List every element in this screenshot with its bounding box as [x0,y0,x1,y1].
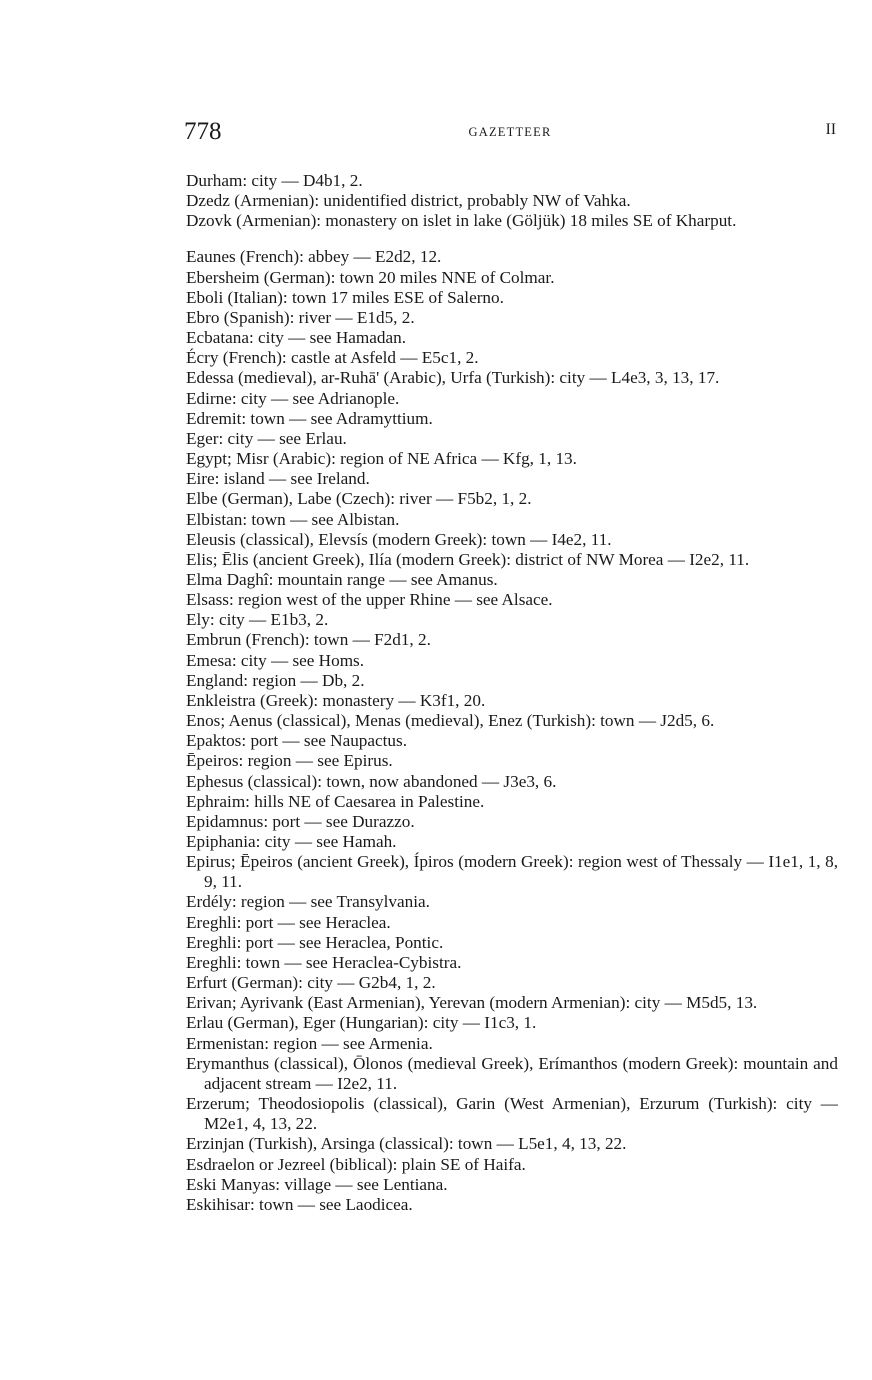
gazetteer-entry: Epirus; Ēpeiros (ancient Greek), Ípiros (modern Greek): region west of Thessaly — I1e1, 1, 8, 9, 11. [186,852,838,892]
gazetteer-entry: Elbe (German), Labe (Czech): river — F5b2, 1, 2. [186,489,532,509]
gazetteer-entry: Enkleistra (Greek): monastery — K3f1, 20. [186,690,486,710]
gazetteer-entry: Eboli (Italian): town 17 miles ESE of Salerno. [186,287,504,307]
gazetteer-entry: Elma Daghî: mountain range — see Amanus. [186,569,498,589]
section-gap [186,231,838,247]
gazetteer-entry: Ereghli: port — see Heraclea, Pontic. [186,932,444,952]
page-header [184,118,836,148]
gazetteer-entry: Ēpeiros: region — see Epirus. [186,751,393,771]
gazetteer-entry: Ephraim: hills NE of Caesarea in Palestine. [186,791,485,811]
gazetteer-entry: Ely: city — E1b3, 2. [186,610,329,630]
running-title: GAZETTEER [468,125,552,139]
gazetteer-entry: Erdély: region — see Transylvania. [186,892,430,912]
gazetteer-entry: Esdraelon or Jezreel (biblical): plain SE of Haifa. [186,1154,526,1174]
gazetteer-entry: Egypt; Misr (Arabic): region of NE Africa — Kfg, 1, 13. [186,449,577,469]
gazetteer-entry: Edirne: city — see Adrianople. [186,388,400,408]
gazetteer-entry: Elsass: region west of the upper Rhine — see Alsace. [186,590,553,610]
gazetteer-entry: Erlau (German), Eger (Hungarian): city — I1c3, 1. [186,1013,537,1033]
entries-group-e [186,247,838,1215]
gazetteer-entry: Emesa: city — see Homs. [186,650,365,670]
gazetteer-entry: Eire: island — see Ireland. [186,469,370,489]
gazetteer-entry: Ermenistan: region — see Armenia. [186,1033,433,1053]
entries-group-d [186,171,838,231]
gazetteer-entry: Ephesus (classical): town, now abandoned — J3e3, 6. [186,771,557,791]
page-number: 778 [184,118,222,145]
gazetteer-entry: Écry (French): castle at Asfeld — E5c1, 2. [186,348,479,368]
gazetteer-entry: England: region — Db, 2. [186,670,365,690]
gazetteer-entry: Epiphania: city — see Hamah. [186,832,397,851]
gazetteer-entry: Eaunes (French): abbey — E2d2, 12. [186,247,442,267]
gazetteer-entry: Ebro (Spanish): river — E1d5, 2. [186,307,415,327]
gazetteer-entry: Erzerum; Theodosiopolis (classical), Garin (West Armenian), Erzurum (Turkish): city — M2e1, 4, 13, 22. [186,1094,838,1134]
gazetteer-entry: Ereghli: town — see Heraclea-Cybistra. [186,952,462,972]
gazetteer-entry: Eskihisar: town — see Laodicea. [186,1194,413,1214]
gazetteer-entries [186,171,838,1215]
gazetteer-entry: Erzinjan (Turkish), Arsinga (classical): town — L5e1, 4, 13, 22. [186,1134,627,1154]
gazetteer-entry: Erivan; Ayrivank (East Armenian), Yerevan (modern Armenian): city — M5d5, 13. [186,993,758,1013]
gazetteer-entry: Dzedz (Armenian): unidentified district, probably NW of Vahka. [186,191,631,211]
gazetteer-entry: Durham: city — D4b1, 2. [186,171,363,190]
gazetteer-entry: Epidamnus: port — see Durazzo. [186,811,415,831]
gazetteer-entry: Ecbatana: city — see Hamadan. [186,328,406,348]
gazetteer-entry: Edessa (medieval), ar-Ruhā' (Arabic), Urfa (Turkish): city — L4e3, 3, 13, 17. [186,368,720,388]
gazetteer-entry: Dzovk (Armenian): monastery on islet in lake (Göljük) 18 miles SE of Kharput. [186,211,737,231]
gazetteer-entry: Erymanthus (classical), Ōlonos (medieval Greek), Erímanthos (modern Greek): mountain and adjacent stream — I2e2, 11. [186,1053,838,1093]
gazetteer-entry: Eleusis (classical), Elevsís (modern Greek): town — I4e2, 11. [186,529,612,549]
gazetteer-entry: Eski Manyas: village — see Lentiana. [186,1174,448,1194]
gazetteer-entry: Erfurt (German): city — G2b4, 1, 2. [186,973,436,993]
gazetteer-entry: Epaktos: port — see Naupactus. [186,731,407,751]
gazetteer-entry: Enos; Aenus (classical), Menas (medieval), Enez (Turkish): town — J2d5, 6. [186,711,715,731]
gazetteer-entry: Embrun (French): town — F2d1, 2. [186,630,431,650]
gazetteer-entry: Elis; Ēlis (ancient Greek), Ilía (modern Greek): district of NW Morea — I2e2, 11. [186,549,750,569]
gazetteer-entry: Edremit: town — see Adramyttium. [186,408,433,428]
gazetteer-entry: Eger: city — see Erlau. [186,428,347,448]
gazetteer-entry: Ebersheim (German): town 20 miles NNE of Colmar. [186,267,555,287]
volume-number: II [825,121,836,138]
gazetteer-entry: Elbistan: town — see Albistan. [186,509,400,529]
gazetteer-entry: Ereghli: port — see Heraclea. [186,912,391,932]
